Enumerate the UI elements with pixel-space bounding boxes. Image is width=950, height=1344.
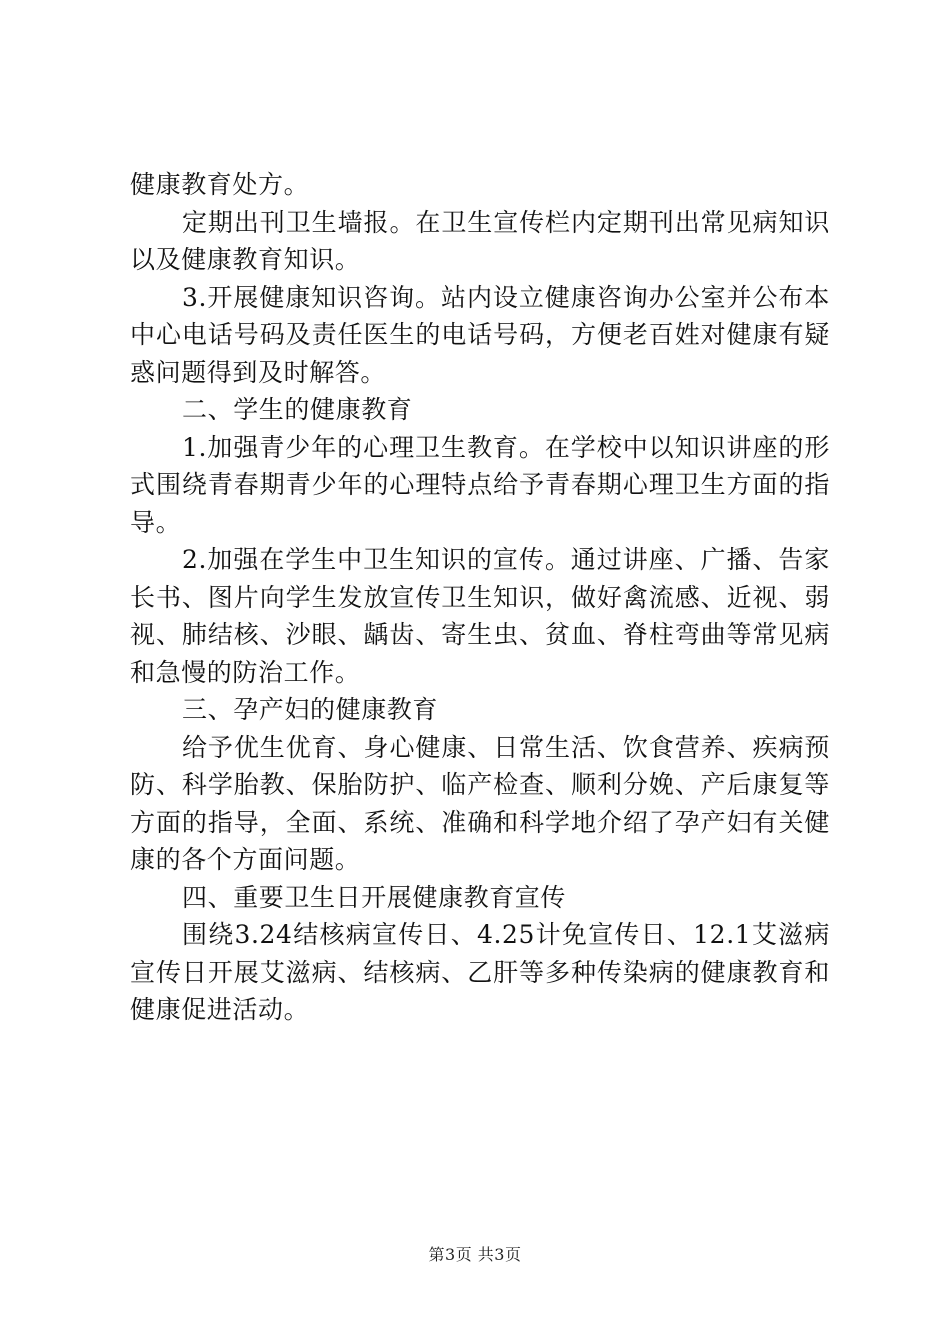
section-heading-pregnant-women: 三、孕产妇的健康教育 [182, 695, 439, 724]
paragraph-student-psychology: 1.加强青少年的心理卫生教育。在学校中以知识讲座的形式围绕青春期青少年的心理特点给予青春期心理卫生方面的指导。 [130, 432, 830, 537]
document-body [130, 166, 830, 1029]
paragraph-continuation: 健康教育处方。 [130, 170, 310, 199]
paragraph-pregnancy-guidance: 给予优生优育、身心健康、日常生活、饮食营养、疾病预防、科学胎教、保胎防护、临产检查、顺利分娩、产后康复等方面的指导，全面、系统、准确和科学地介绍了孕产妇有关健康的各个方面问题。 [130, 732, 830, 874]
paragraph-wall-newspaper: 定期出刊卫生墙报。在卫生宣传栏内定期刊出常见病知识以及健康教育知识。 [130, 207, 830, 274]
paragraph-health-consultation: 3.开展健康知识咨询。站内设立健康咨询办公室并公布本中心电话号码及责任医生的电话号码，方便老百姓对健康有疑惑问题得到及时解答。 [130, 282, 830, 387]
section-heading-students: 二、学生的健康教育 [182, 395, 413, 424]
section-heading-health-days: 四、重要卫生日开展健康教育宣传 [182, 882, 567, 912]
page-number-footer: 第3页 共3页 [428, 1245, 522, 1264]
paragraph-student-hygiene: 2.加强在学生中卫生知识的宣传。通过讲座、广播、告家长书、图片向学生发放宣传卫生知识，做好禽流感、近视、弱视、肺结核、沙眼、龋齿、寄生虫、贫血、脊柱弯曲等常见病和急慢的防治工作。 [130, 545, 830, 687]
paragraph-health-days: 围绕3.24结核病宣传日、4.25计免宣传日、12.1艾滋病宣传日开展艾滋病、结核病、乙肝等多种传染病的健康教育和健康促进活动。 [130, 920, 830, 1024]
